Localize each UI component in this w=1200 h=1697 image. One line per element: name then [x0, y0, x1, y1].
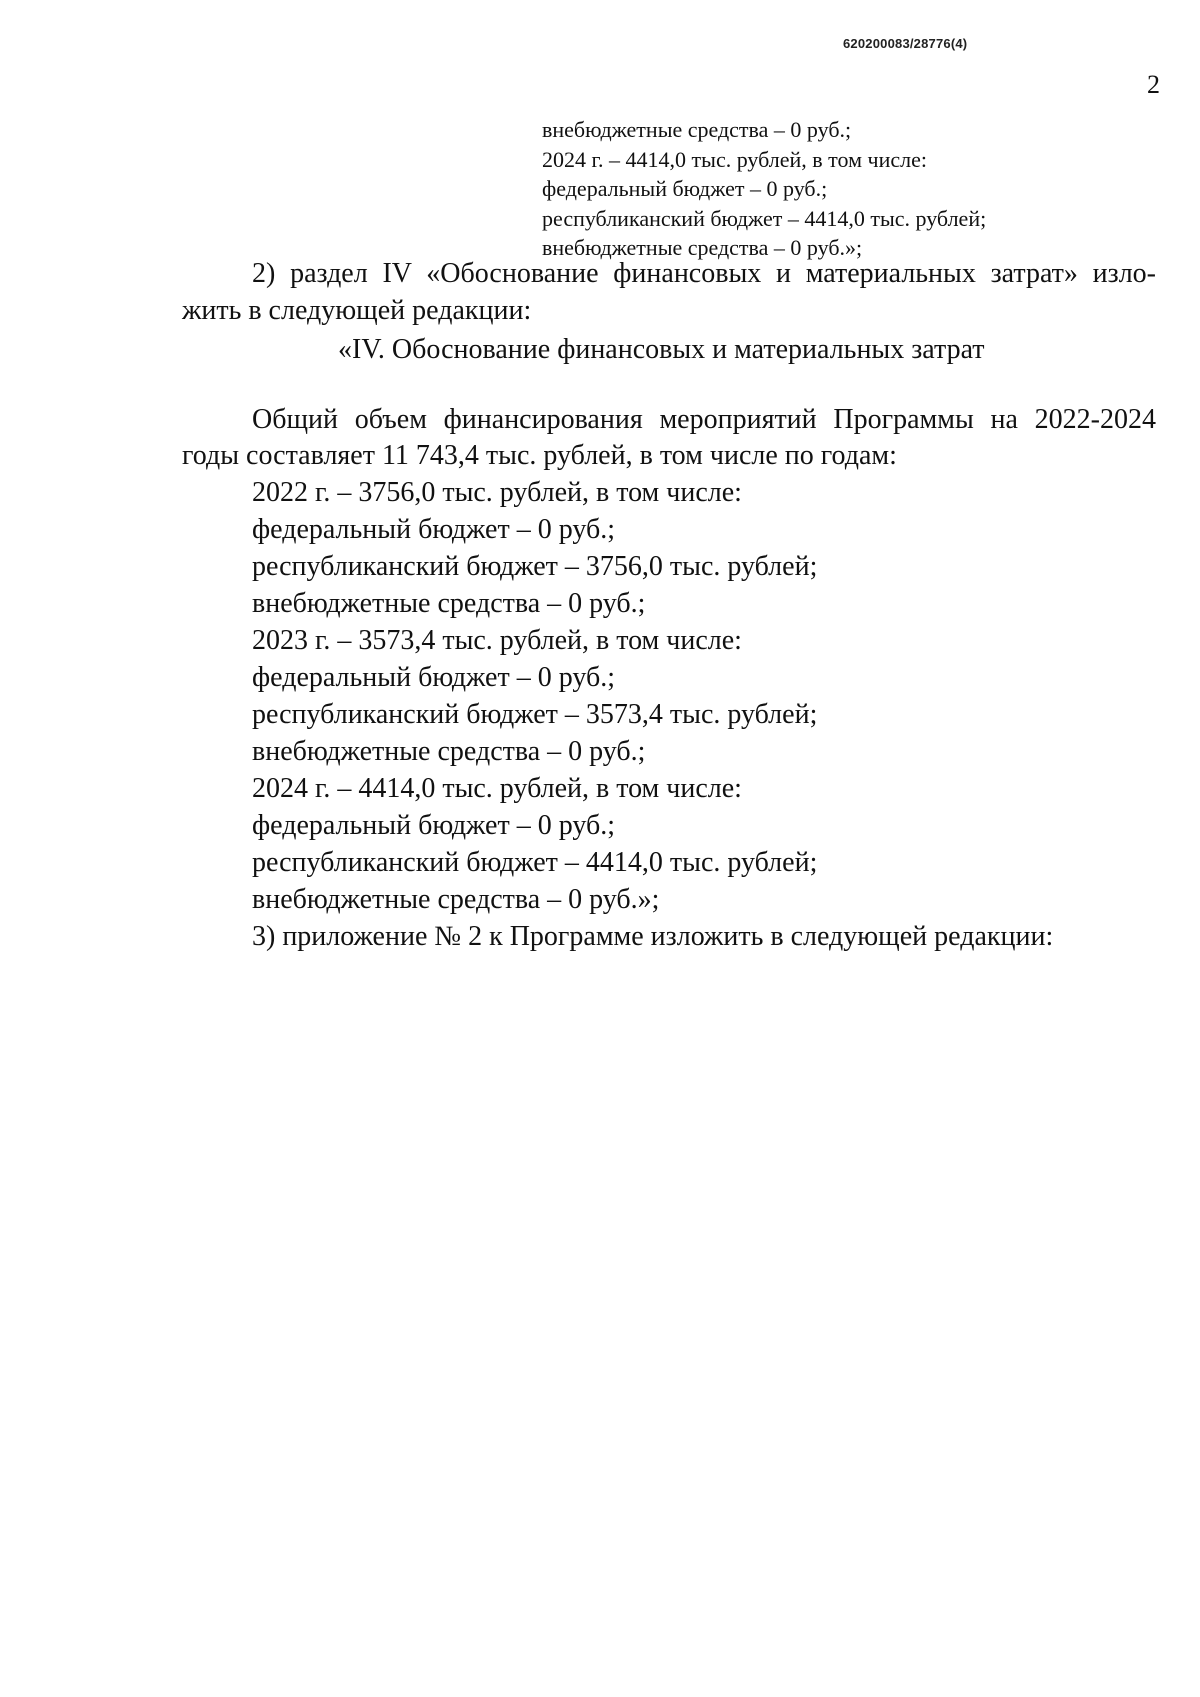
- funding-line: 2024 г. – 4414,0 тыс. рублей, в том числе:: [252, 773, 742, 804]
- funding-line: республиканский бюджет – 4414,0 тыс. рублей;: [252, 847, 818, 878]
- funding-line: республиканский бюджет – 3573,4 тыс. рублей;: [252, 699, 818, 730]
- item2-line2: жить в следующей редакции:: [182, 295, 532, 326]
- item3-line: 3) приложение № 2 к Программе изложить в следующей редакции:: [252, 921, 1054, 952]
- continued-funding-block: [542, 115, 986, 263]
- funding-line: внебюджетные средства – 0 руб.;: [252, 736, 646, 767]
- funding-line: федеральный бюджет – 0 руб.;: [252, 514, 615, 545]
- top-line: внебюджетные средства – 0 руб.;: [542, 117, 852, 142]
- funding-line: федеральный бюджет – 0 руб.;: [252, 810, 615, 841]
- document-id: 620200083/28776(4): [843, 36, 968, 51]
- top-line: внебюджетные средства – 0 руб.»;: [542, 235, 863, 260]
- funding-line: республиканский бюджет – 3756,0 тыс. рублей;: [252, 551, 818, 582]
- funding-line: 2022 г. – 3756,0 тыс. рублей, в том числе:: [252, 477, 742, 508]
- item2-line1: 2) раздел IV «Обоснование финансовых и материальных затрат» изло-: [252, 258, 1156, 289]
- top-line: федеральный бюджет – 0 руб.;: [542, 176, 828, 201]
- paragraph-line1: Общий объем финансирования мероприятий Программы на 2022-2024: [252, 404, 1156, 435]
- funding-line: внебюджетные средства – 0 руб.»;: [252, 884, 660, 915]
- funding-line: внебюджетные средства – 0 руб.;: [252, 588, 646, 619]
- funding-by-year-list: [252, 474, 1053, 955]
- page-number: 2: [1147, 70, 1160, 99]
- paragraph-line2: годы составляет 11 743,4 тыс. рублей, в том числе по годам:: [182, 440, 897, 471]
- section-title: «IV. Обоснование финансовых и материальных затрат: [338, 334, 985, 365]
- top-line: республиканский бюджет – 4414,0 тыс. рублей;: [542, 205, 987, 231]
- funding-line: федеральный бюджет – 0 руб.;: [252, 662, 615, 693]
- top-line: 2024 г. – 4414,0 тыс. рублей, в том числе:: [542, 146, 927, 172]
- funding-line: 2023 г. – 3573,4 тыс. рублей, в том числе:: [252, 625, 742, 656]
